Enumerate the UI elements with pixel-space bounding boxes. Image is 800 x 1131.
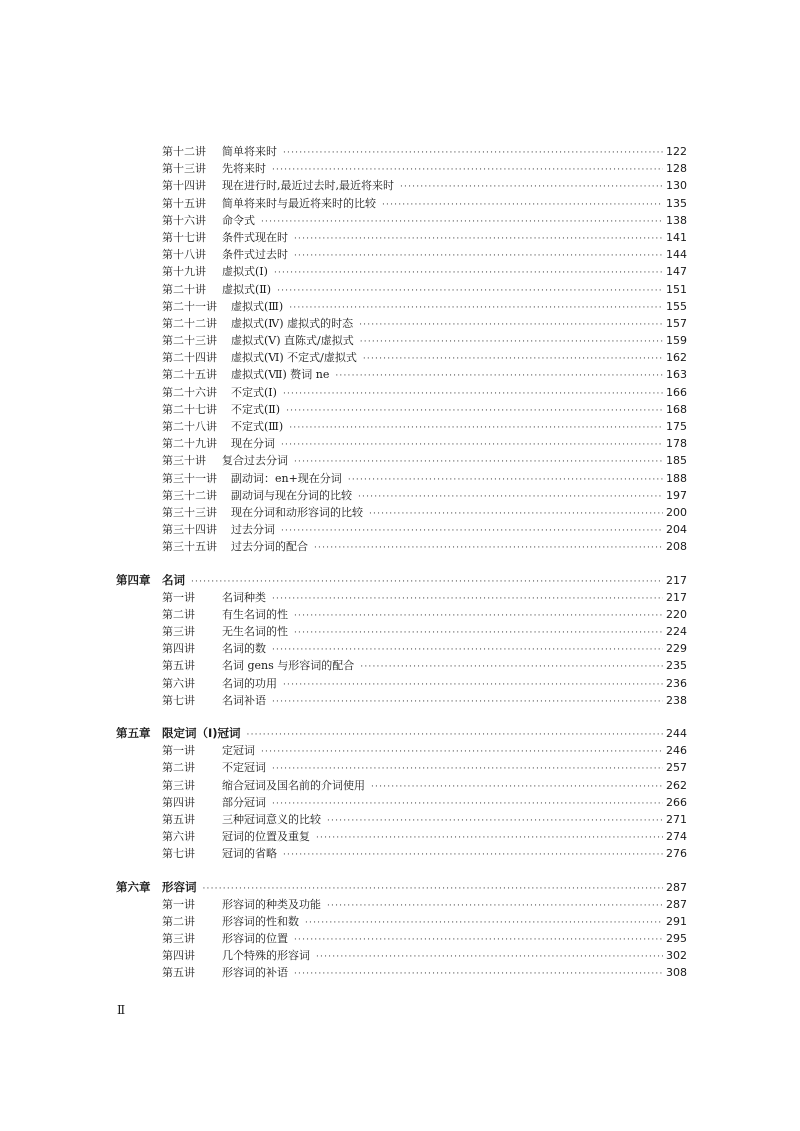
dot-leader: [294, 930, 685, 947]
dot-leader: [359, 315, 685, 332]
page-number-ref: 175: [663, 418, 687, 435]
lesson-entry: [0, 845, 800, 862]
chapter-title: 名词: [162, 572, 185, 587]
dot-leader: [191, 572, 685, 589]
lesson-title: 复合过去分词: [222, 454, 288, 468]
page-number-ref: 166: [663, 384, 687, 401]
page-number-ref: 308: [663, 964, 687, 981]
dot-leader: [272, 589, 685, 606]
page-number-ref: 302: [663, 947, 687, 964]
lesson-number: 第二讲: [162, 607, 195, 621]
page-number-ref: 224: [663, 623, 687, 640]
lesson-number: 第十四讲: [162, 179, 206, 193]
lesson-number: 第一讲: [162, 744, 195, 758]
lesson-number: 第七讲: [162, 693, 195, 707]
lesson-number: 第十三讲: [162, 162, 206, 176]
page-number-ref: 276: [663, 845, 687, 862]
lesson-title: 条件式现在时: [222, 230, 288, 244]
dot-leader: [382, 195, 685, 212]
page-number-ref: 266: [663, 794, 687, 811]
lesson-title: 虚拟式(Ⅰ): [222, 265, 268, 279]
lesson-title: 简单将来时与最近将来时的比较: [222, 196, 376, 210]
lesson-title: 冠词的省略: [222, 847, 277, 861]
chapter-number: 第五章: [116, 726, 151, 740]
page-number-ref: 235: [663, 657, 687, 674]
lesson-title: 三种冠词意义的比较: [222, 812, 321, 826]
lesson-number: 第七讲: [162, 847, 195, 861]
lesson-number: 第四讲: [162, 642, 195, 656]
lesson-title: 不定式(Ⅰ): [231, 385, 277, 399]
lesson-title: 不定冠词: [222, 761, 266, 775]
lesson-number: 第二十讲: [162, 282, 206, 296]
page-number-ref: 257: [663, 759, 687, 776]
dot-leader: [272, 160, 685, 177]
lesson-entry: [0, 828, 800, 845]
lesson-title: 有生名词的性: [222, 607, 288, 621]
lesson-entry: [0, 229, 800, 246]
chapter-entry: [0, 572, 800, 589]
lesson-title: 现在进行时,最近过去时,最近将来时: [222, 179, 394, 193]
page-number-ref: 155: [663, 298, 687, 315]
chapter-title: 形容词: [162, 879, 197, 894]
lesson-entry: [0, 332, 800, 349]
dot-leader: [283, 143, 685, 160]
dot-leader: [327, 896, 685, 913]
lesson-number: 第三讲: [162, 932, 195, 946]
lesson-title: 形容词的性和数: [222, 914, 299, 928]
lesson-title: 形容词的种类及功能: [222, 897, 321, 911]
lesson-title: 几个特殊的形容词: [222, 949, 310, 963]
dot-leader: [294, 964, 685, 981]
lesson-title: 虚拟式(Ⅲ): [231, 299, 284, 313]
lesson-entry: [0, 759, 800, 776]
page-number-ref: 204: [663, 521, 687, 538]
page-number-ref: 151: [663, 281, 687, 298]
lesson-number: 第六讲: [162, 676, 195, 690]
dot-leader: [272, 640, 685, 657]
lesson-number: 第三十讲: [162, 454, 206, 468]
lesson-title: 名词 gens 与形容词的配合: [222, 659, 355, 673]
lesson-entry: [0, 246, 800, 263]
chapter-number: 第六章: [116, 879, 151, 894]
lesson-entry: [0, 930, 800, 947]
chapter-entry: [0, 879, 800, 896]
lesson-entry: [0, 623, 800, 640]
page-number-ref: 144: [663, 246, 687, 263]
lesson-number: 第二十五讲: [162, 368, 217, 382]
page-number-ref: 287: [663, 879, 687, 896]
lesson-entry: [0, 487, 800, 504]
page-number-ref: 122: [663, 143, 687, 160]
lesson-title: 现在分词: [231, 437, 275, 451]
lesson-number: 第五讲: [162, 812, 195, 826]
lesson-entry: [0, 521, 800, 538]
lesson-entry: [0, 947, 800, 964]
page-number-ref: 217: [663, 589, 687, 606]
lesson-number: 第十五讲: [162, 196, 206, 210]
page-number-ref: 141: [663, 229, 687, 246]
lesson-entry: [0, 263, 800, 280]
lesson-title: 过去分词: [231, 523, 275, 537]
page-number-ref: 157: [663, 315, 687, 332]
chapter-title: 限定词（Ⅰ)冠词: [162, 726, 241, 740]
page-number-ref: 128: [663, 160, 687, 177]
lesson-entry: [0, 212, 800, 229]
page-number-ref: 135: [663, 195, 687, 212]
lesson-number: 第三十四讲: [162, 523, 217, 537]
lesson-title: 定冠词: [222, 744, 255, 758]
lesson-entry: [0, 777, 800, 794]
dot-leader: [274, 263, 685, 280]
lesson-entry: [0, 281, 800, 298]
page-number-ref: 244: [663, 725, 687, 742]
lesson-number: 第十七讲: [162, 230, 206, 244]
lesson-entry: [0, 384, 800, 401]
lesson-number: 第三十三讲: [162, 505, 217, 519]
dot-leader: [335, 366, 685, 383]
dot-leader: [305, 913, 685, 930]
dot-leader: [371, 777, 685, 794]
lesson-number: 第十九讲: [162, 265, 206, 279]
lesson-entry: [0, 896, 800, 913]
page-number: Ⅱ: [117, 1003, 126, 1017]
lesson-number: 第三十二讲: [162, 488, 217, 502]
page-number-ref: 162: [663, 349, 687, 366]
page-number-ref: 197: [663, 487, 687, 504]
dot-leader: [316, 828, 685, 845]
dot-leader: [272, 794, 685, 811]
lesson-number: 第三讲: [162, 625, 195, 639]
page-number-ref: 208: [663, 538, 687, 555]
lesson-entry: [0, 435, 800, 452]
dot-leader: [327, 811, 685, 828]
lesson-number: 第二十七讲: [162, 402, 217, 416]
dot-leader: [360, 657, 685, 674]
page-number-ref: 178: [663, 435, 687, 452]
dot-leader: [277, 281, 685, 298]
lesson-number: 第十六讲: [162, 213, 206, 227]
lesson-title: 副动词与现在分词的比较: [231, 488, 352, 502]
lesson-number: 第四讲: [162, 795, 195, 809]
dot-leader: [314, 538, 685, 555]
lesson-title: 简单将来时: [222, 145, 277, 158]
lesson-number: 第三十五讲: [162, 540, 217, 554]
lesson-entry: [0, 298, 800, 315]
lesson-entry: [0, 195, 800, 212]
page-number-ref: 220: [663, 606, 687, 623]
page-number-ref: 168: [663, 401, 687, 418]
lesson-entry: [0, 470, 800, 487]
page-number-ref: 236: [663, 675, 687, 692]
lesson-entry: [0, 349, 800, 366]
dot-leader: [272, 759, 685, 776]
dot-leader: [289, 418, 685, 435]
dot-leader: [294, 246, 685, 263]
dot-leader: [294, 229, 685, 246]
lesson-entry: [0, 640, 800, 657]
lesson-entry: [0, 366, 800, 383]
lesson-entry: [0, 589, 800, 606]
lesson-entry: [0, 160, 800, 177]
lesson-title: 无生名词的性: [222, 625, 288, 639]
dot-leader: [283, 845, 685, 862]
lesson-entry: [0, 675, 800, 692]
lesson-number: 第六讲: [162, 830, 195, 844]
lesson-entry: [0, 143, 800, 160]
lesson-title: 虚拟式(Ⅱ): [222, 282, 272, 296]
page-number-ref: 200: [663, 504, 687, 521]
lesson-number: 第二十六讲: [162, 385, 217, 399]
lesson-title: 过去分词的配合: [231, 540, 308, 554]
dot-leader: [281, 435, 685, 452]
dot-leader: [286, 401, 685, 418]
page-number-ref: 147: [663, 263, 687, 280]
lesson-title: 缩合冠词及国名前的介词使用: [222, 778, 365, 792]
page-number-ref: 271: [663, 811, 687, 828]
dot-leader: [281, 521, 685, 538]
page-number-ref: 217: [663, 572, 687, 589]
lesson-number: 第二十一讲: [162, 299, 217, 313]
dot-leader: [283, 384, 685, 401]
dot-leader: [283, 675, 685, 692]
lesson-title: 命令式: [222, 213, 255, 227]
lesson-title: 条件式过去时: [222, 248, 288, 262]
dot-leader: [400, 177, 685, 194]
lesson-title: 虚拟式(Ⅴ) 直陈式/虚拟式: [231, 334, 354, 348]
lesson-entry: [0, 794, 800, 811]
dot-leader: [348, 470, 685, 487]
lesson-number: 第二十九讲: [162, 437, 217, 451]
page-number-ref: 246: [663, 742, 687, 759]
lesson-title: 现在分词和动形容词的比较: [231, 505, 363, 519]
lesson-number: 第十二讲: [162, 145, 206, 158]
lesson-title: 副动词：en+现在分词: [231, 471, 342, 485]
lesson-entry: [0, 177, 800, 194]
dot-leader: [316, 947, 685, 964]
page-number-ref: 295: [663, 930, 687, 947]
lesson-number: 第二十二讲: [162, 316, 217, 330]
page-number-ref: 130: [663, 177, 687, 194]
lesson-entry: [0, 811, 800, 828]
lesson-title: 名词种类: [222, 590, 266, 604]
page-number-ref: 262: [663, 777, 687, 794]
lesson-entry: [0, 538, 800, 555]
dot-leader: [363, 349, 685, 366]
dot-leader: [360, 332, 685, 349]
lesson-title: 虚拟式(Ⅶ) 赘词 ne: [231, 368, 330, 382]
lesson-number: 第一讲: [162, 897, 195, 911]
page-number-ref: 163: [663, 366, 687, 383]
dot-leader: [203, 879, 686, 896]
lesson-entry: [0, 692, 800, 709]
lesson-number: 第二十三讲: [162, 334, 217, 348]
lesson-number: 第四讲: [162, 949, 195, 963]
page-number-ref: 188: [663, 470, 687, 487]
page-number-ref: 229: [663, 640, 687, 657]
lesson-title: 不定式(Ⅱ): [231, 402, 281, 416]
lesson-number: 第三讲: [162, 778, 195, 792]
lesson-entry: [0, 504, 800, 521]
lesson-title: 名词补语: [222, 693, 266, 707]
page-number-ref: 159: [663, 332, 687, 349]
lesson-number: 第五讲: [162, 659, 195, 673]
lesson-number: 第五讲: [162, 966, 195, 980]
lesson-number: 第三十一讲: [162, 471, 217, 485]
lesson-title: 形容词的补语: [222, 966, 288, 980]
lesson-number: 第十八讲: [162, 248, 206, 262]
lesson-entry: [0, 452, 800, 469]
lesson-number: 第二十四讲: [162, 351, 217, 365]
dot-leader: [247, 725, 685, 742]
lesson-entry: [0, 657, 800, 674]
lesson-title: 形容词的位置: [222, 932, 288, 946]
chapter-number: 第四章: [116, 572, 151, 587]
page-number-ref: 185: [663, 452, 687, 469]
dot-leader: [358, 487, 685, 504]
lesson-entry: [0, 401, 800, 418]
lesson-title: 部分冠词: [222, 795, 266, 809]
table-of-contents: [0, 143, 800, 982]
dot-leader: [294, 606, 685, 623]
lesson-number: 第二十八讲: [162, 420, 217, 433]
chapter-entry: [0, 725, 800, 742]
lesson-title: 名词的数: [222, 642, 266, 656]
lesson-title: 不定式(Ⅲ): [231, 420, 284, 433]
lesson-title: 先将来时: [222, 162, 266, 176]
lesson-number: 第一讲: [162, 590, 195, 604]
lesson-title: 虚拟式(Ⅵ) 不定式/虚拟式: [231, 351, 357, 365]
page-number-ref: 238: [663, 692, 687, 709]
page-number-ref: 287: [663, 896, 687, 913]
dot-leader: [294, 452, 685, 469]
lesson-entry: [0, 913, 800, 930]
lesson-title: 名词的功用: [222, 676, 277, 690]
dot-leader: [272, 692, 685, 709]
lesson-entry: [0, 964, 800, 981]
dot-leader: [261, 212, 685, 229]
lesson-entry: [0, 606, 800, 623]
lesson-title: 虚拟式(Ⅳ) 虚拟式的时态: [231, 316, 354, 330]
lesson-entry: [0, 315, 800, 332]
lesson-number: 第二讲: [162, 761, 195, 775]
lesson-number: 第二讲: [162, 914, 195, 928]
dot-leader: [289, 298, 685, 315]
lesson-entry: [0, 742, 800, 759]
page-number-ref: 138: [663, 212, 687, 229]
lesson-entry: [0, 418, 800, 435]
dot-leader: [261, 742, 685, 759]
page-number-ref: 274: [663, 828, 687, 845]
lesson-title: 冠词的位置及重复: [222, 830, 310, 844]
page-number-ref: 291: [663, 913, 687, 930]
dot-leader: [294, 623, 685, 640]
dot-leader: [369, 504, 685, 521]
